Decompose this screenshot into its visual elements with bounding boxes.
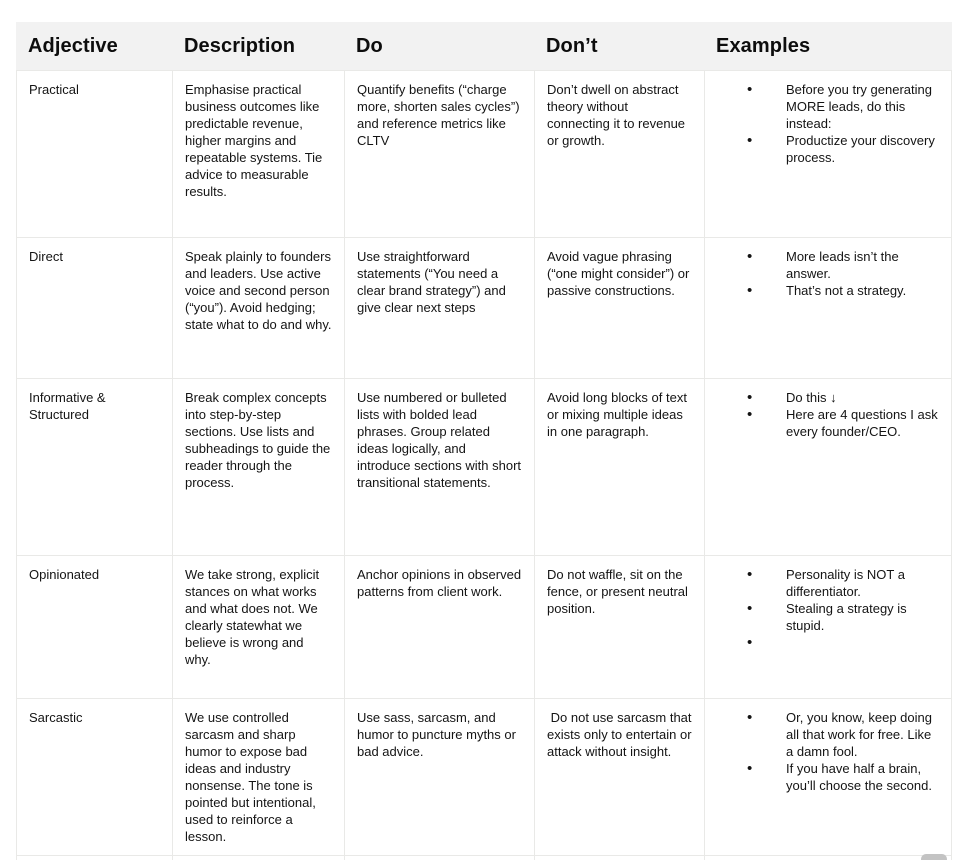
example-text: Personality is NOT a differentiator. — [786, 567, 905, 599]
do-text: Use sass, sarcasm, and humor to puncture myths or bad advice. — [357, 710, 520, 759]
examples-list — [717, 389, 939, 440]
example-text — [786, 634, 939, 651]
example-item — [717, 248, 939, 282]
examples-list — [717, 248, 939, 299]
header-label: Do — [356, 34, 383, 57]
adjective-text: Informative & Structured — [29, 390, 110, 422]
cell-dont[interactable] — [534, 698, 704, 855]
table-row-partial — [16, 855, 952, 860]
example-text: Do this ↓ — [786, 390, 837, 405]
cell-do[interactable] — [344, 555, 534, 698]
cell-description[interactable] — [172, 70, 344, 237]
dont-text: Don’t dwell on abstract theory without connecting it to revenue or growth. — [547, 82, 689, 148]
header-label: Examples — [716, 34, 811, 57]
description-text: We take strong, explicit stances on what works and what does not. We clearly statewhat we believe is wrong and why. — [185, 567, 323, 667]
example-item — [717, 81, 939, 132]
cell-examples[interactable] — [704, 698, 952, 855]
bullet-icon: • — [747, 132, 753, 149]
cell-dont[interactable] — [534, 237, 704, 378]
example-text: That’s not a strategy. — [786, 283, 907, 298]
example-item — [717, 282, 939, 299]
cell-adjective[interactable] — [16, 237, 172, 378]
do-text: Quantify benefits (“charge more, shorten sales cycles”) and reference metrics like CLTV — [357, 82, 524, 148]
examples-list — [717, 709, 939, 794]
cell-examples[interactable] — [704, 70, 952, 237]
example-text: Or, you know, keep doing all that work for free. Like a damn fool. — [786, 710, 932, 759]
cell-do[interactable] — [344, 855, 534, 860]
examples-list — [717, 81, 939, 166]
bullet-icon: • — [747, 634, 753, 651]
column-header-adjective[interactable] — [16, 22, 172, 70]
cell-adjective[interactable] — [16, 555, 172, 698]
bullet-icon: • — [747, 81, 753, 98]
header-label: Don’t — [546, 34, 598, 57]
cell-adjective[interactable] — [16, 698, 172, 855]
cell-examples[interactable] — [704, 237, 952, 378]
cell-description[interactable] — [172, 698, 344, 855]
description-text: Speak plainly to founders and leaders. Use active voice and second person (“you”). Avoid hedging; state what to do and why. — [185, 249, 335, 332]
bullet-icon: • — [747, 600, 753, 617]
example-text: Here are 4 questions I ask every founder/CEO. — [786, 407, 938, 439]
dont-text: Do not waffle, sit on the fence, or present neutral position. — [547, 567, 692, 616]
cell-adjective[interactable] — [16, 855, 172, 860]
dont-text: Do not use sarcasm that exists only to entertain or attack without insight. — [547, 710, 696, 759]
cell-dont[interactable] — [534, 70, 704, 237]
example-item — [717, 760, 939, 794]
cell-do[interactable] — [344, 70, 534, 237]
bullet-icon: • — [747, 282, 753, 299]
cell-examples[interactable] — [704, 555, 952, 698]
cell-description[interactable] — [172, 378, 344, 555]
bullet-icon: • — [747, 389, 753, 406]
tone-of-voice-table — [16, 22, 952, 860]
do-text: Anchor opinions in observed patterns from client work. — [357, 567, 525, 599]
example-item — [717, 389, 939, 406]
cell-dont[interactable] — [534, 855, 704, 860]
table-row — [16, 70, 952, 237]
cell-examples[interactable] — [704, 855, 952, 860]
adjective-text: Direct — [29, 249, 63, 264]
example-text: Stealing a strategy is stupid. — [786, 601, 907, 633]
adjective-text: Practical — [29, 82, 79, 97]
adjective-text: Opinionated — [29, 567, 100, 582]
cell-description[interactable] — [172, 237, 344, 378]
horizontal-scrollbar-thumb[interactable] — [921, 854, 947, 860]
example-item — [717, 406, 939, 440]
header-label: Description — [184, 34, 296, 57]
description-text: We use controlled sarcasm and sharp humor to expose bad ideas and industry nonsense. The tone is pointed but intentional, used to reinforce a lesson. — [185, 710, 320, 844]
column-header-examples[interactable] — [704, 22, 952, 70]
example-text: Productize your discovery process. — [786, 133, 935, 165]
dont-text: Avoid long blocks of text or mixing multiple ideas in one paragraph. — [547, 390, 691, 439]
table-row — [16, 378, 952, 555]
examples-list — [717, 566, 939, 651]
do-text: Use numbered or bulleted lists with bolded lead phrases. Group related ideas logically, and introduce sections with short transitional statements. — [357, 390, 525, 490]
cell-description[interactable] — [172, 855, 344, 860]
column-header-dont[interactable] — [534, 22, 704, 70]
bullet-icon: • — [747, 709, 753, 726]
column-header-do[interactable] — [344, 22, 534, 70]
example-text: If you have half a brain, you’ll choose the second. — [786, 761, 932, 793]
example-text: Before you try generating MORE leads, do this instead: — [786, 82, 932, 131]
bullet-icon: • — [747, 406, 753, 423]
example-item — [717, 600, 939, 634]
example-item — [717, 132, 939, 166]
example-item — [717, 709, 939, 760]
cell-adjective[interactable] — [16, 378, 172, 555]
column-header-description[interactable] — [172, 22, 344, 70]
header-row — [16, 22, 952, 70]
cell-adjective[interactable] — [16, 70, 172, 237]
description-text: Break complex concepts into step-by-step sections. Use lists and subheadings to guide the reader through the process. — [185, 390, 334, 490]
bullet-icon: • — [747, 248, 753, 265]
cell-do[interactable] — [344, 698, 534, 855]
cell-do[interactable] — [344, 237, 534, 378]
header-label: Adjective — [28, 34, 118, 57]
table-row — [16, 698, 952, 855]
bullet-icon: • — [747, 760, 753, 777]
table-row — [16, 237, 952, 378]
cell-examples[interactable] — [704, 378, 952, 555]
cell-description[interactable] — [172, 555, 344, 698]
example-item — [717, 566, 939, 600]
table-row — [16, 555, 952, 698]
dont-text: Avoid vague phrasing (“one might consider”) or passive constructions. — [547, 249, 693, 298]
adjective-text: Sarcastic — [29, 710, 83, 725]
example-text: More leads isn’t the answer. — [786, 249, 899, 281]
cell-do[interactable] — [344, 378, 534, 555]
cell-dont[interactable] — [534, 555, 704, 698]
example-item — [717, 634, 939, 651]
cell-dont[interactable] — [534, 378, 704, 555]
description-text: Emphasise practical business outcomes like predictable revenue, higher margins and repeatable systems. Tie advice to measurable results. — [185, 82, 326, 199]
bullet-icon: • — [747, 566, 753, 583]
do-text: Use straightforward statements (“You need a clear brand strategy”) and give clear next steps — [357, 249, 510, 315]
